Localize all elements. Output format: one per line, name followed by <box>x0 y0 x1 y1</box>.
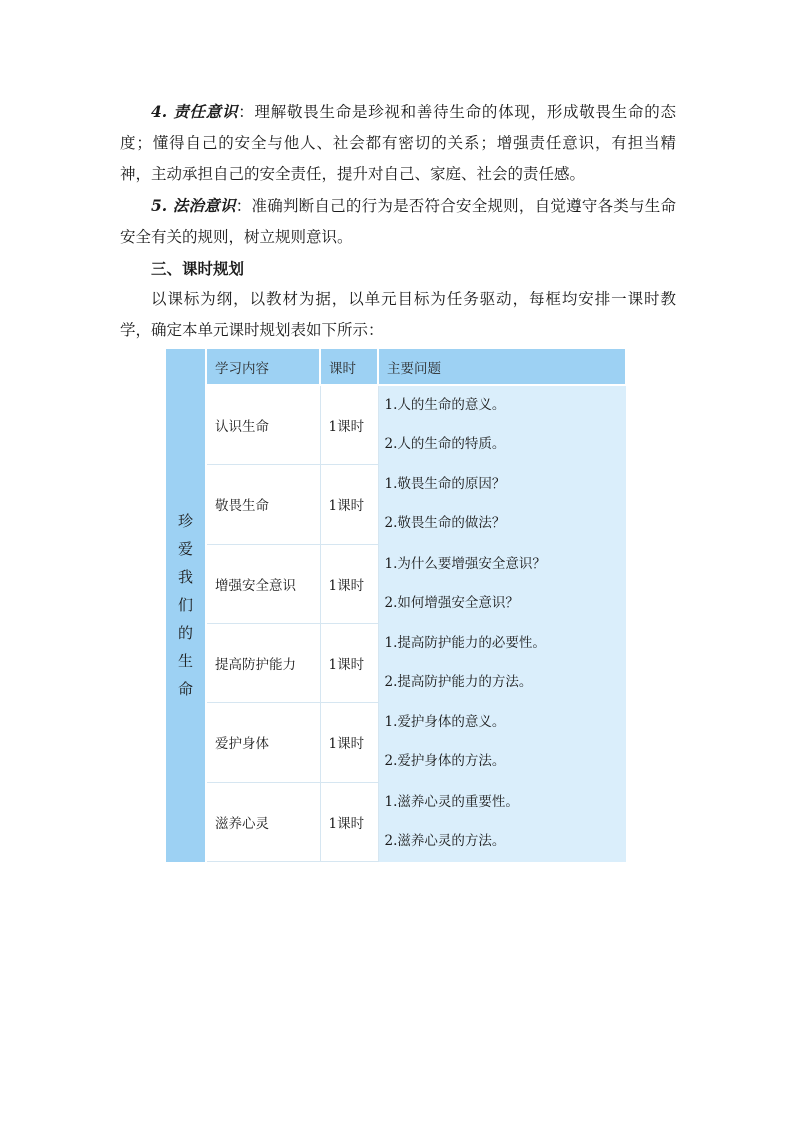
paragraph-lead: 5. 法治意识 <box>151 196 236 215</box>
hours-cell: 1课时 <box>320 544 378 623</box>
questions-cell <box>378 385 626 465</box>
table-row <box>166 703 626 782</box>
question-1: 1.提高防护能力的必要性。 <box>384 635 546 652</box>
question-1: 1.为什么要增强安全意识？ <box>384 555 546 572</box>
question-2: 2.人的生命的特质。 <box>384 436 506 453</box>
hours-cell: 1课时 <box>320 703 378 782</box>
document-body <box>120 96 676 346</box>
paragraph-lead: 4. 责任意识 <box>151 102 239 121</box>
section-heading: 三、课时规划 <box>151 259 245 278</box>
question-1: 1.人的生命的意义。 <box>384 397 506 414</box>
intro-paragraph: 以课标为纲，以教材为据，以单元目标为任务驱动，每框均安排一课时教学，确定本单元课时规划表如下所示： <box>120 290 676 339</box>
hours-cell: 1课时 <box>320 385 378 465</box>
question-2: 2.敬畏生命的做法？ <box>384 515 506 532</box>
topic-cell: 增强安全意识 <box>206 544 320 623</box>
table-row <box>166 623 626 702</box>
question-1: 1.敬畏生命的原因？ <box>384 476 506 493</box>
topic-cell: 滋养心灵 <box>206 782 320 861</box>
hours-cell: 1课时 <box>320 782 378 861</box>
topic-cell: 敬畏生命 <box>206 465 320 544</box>
header-hours: 课时 <box>320 349 378 385</box>
paragraph-text: ：准确判断自己的行为是否符合安全规则，自觉遵守各类与生命安全有关的规则，树立规则意识。 <box>120 197 677 246</box>
questions-cell <box>378 465 626 544</box>
table-row <box>166 544 626 623</box>
question-2: 2.提高防护能力的方法。 <box>384 674 533 691</box>
questions-cell <box>378 623 626 702</box>
table-row <box>166 385 626 465</box>
topic-cell: 爱护身体 <box>206 703 320 782</box>
question-2: 2.如何增强安全意识？ <box>384 594 519 611</box>
lesson-plan-table <box>166 349 627 862</box>
unit-name-cell <box>166 349 206 862</box>
question-2: 2.滋养心灵的方法。 <box>384 832 506 849</box>
questions-cell <box>378 703 626 782</box>
question-2: 2.爱护身体的方法。 <box>384 753 506 770</box>
questions-cell <box>378 782 626 861</box>
hours-cell: 1课时 <box>320 623 378 702</box>
topic-cell: 认识生命 <box>206 385 320 465</box>
hours-cell: 1课时 <box>320 465 378 544</box>
table-row <box>166 465 626 544</box>
paragraph-text: ：理解敬畏生命是珍视和善待生命的体现，形成敬畏生命的态度；懂得自己的安全与他人、社会都有密切的关系；增强责任意识，有担当精神，主动承担自己的安全责任，提升对自己、家庭、社会的责任感。 <box>120 103 676 183</box>
table-row <box>166 782 626 861</box>
questions-cell <box>378 544 626 623</box>
paragraph-rule-of-law <box>120 190 676 253</box>
paragraph-responsibility <box>120 96 676 190</box>
header-content: 学习内容 <box>206 349 320 385</box>
question-1: 1.爱护身体的意义。 <box>384 714 506 731</box>
table-header-row <box>166 349 626 385</box>
question-1: 1.滋养心灵的重要性。 <box>384 793 519 810</box>
unit-name: 珍爱我们的生命 <box>177 512 193 699</box>
header-questions: 主要问题 <box>378 349 626 385</box>
topic-cell: 提高防护能力 <box>206 623 320 702</box>
